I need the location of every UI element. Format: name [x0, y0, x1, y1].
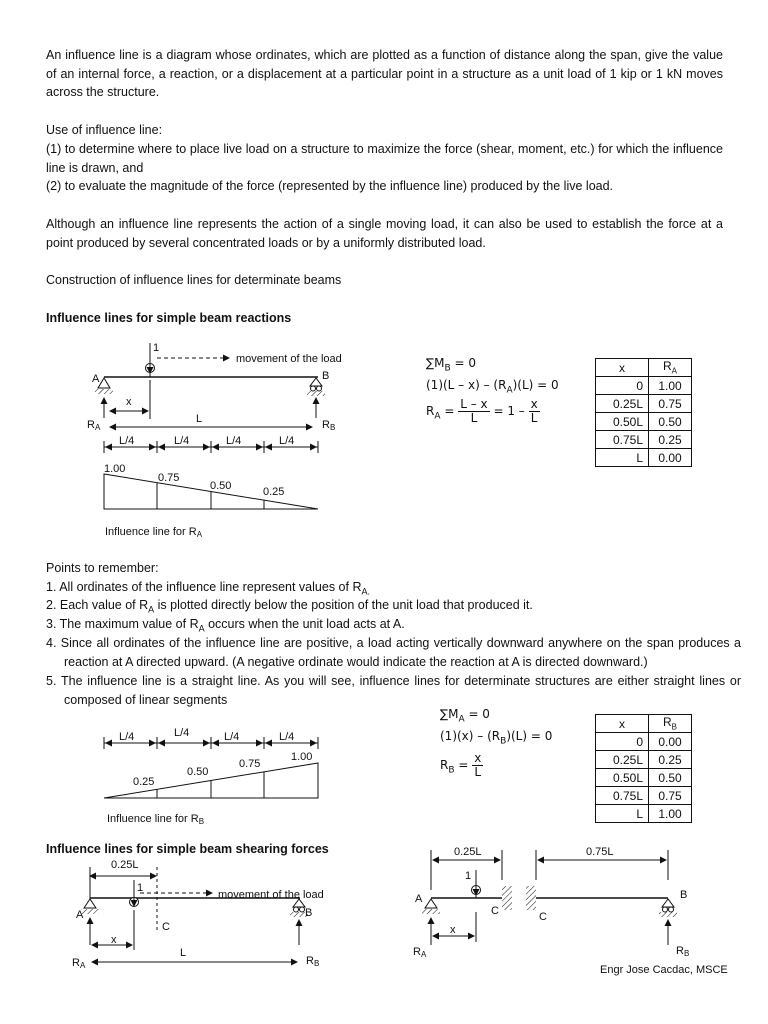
ra-label: RA: [87, 419, 101, 432]
reactions-heading: Influence lines for simple beam reactions: [46, 311, 292, 325]
shear-beam-diagram: [81, 867, 308, 962]
use-heading: Use of influence line:: [46, 123, 163, 137]
quarter-label: L/4: [174, 727, 190, 739]
load-label: 1: [465, 870, 472, 882]
caption-ra: Influence line for RA: [105, 526, 203, 539]
movement-label: movement of the load: [236, 353, 342, 365]
support-a-label: A: [76, 909, 84, 921]
support-b-label: B: [680, 889, 688, 901]
rb-label: RB: [306, 955, 320, 968]
equation-sum-mb: $\sum M_B = 0$: [426, 356, 476, 374]
point-5: 5. The influence line is a straight line. As you will see, influence lines for determinate structures are either straight lines or composed of linear segments: [46, 674, 741, 707]
table-row: 0.25L 0.25: [596, 751, 692, 769]
free-body-diagram: [422, 850, 677, 945]
pin-support-icon: [425, 899, 437, 908]
table-header-x: x: [596, 715, 649, 733]
table-header-rb: $R_B$: [649, 715, 692, 733]
equation-sum-ma: $\sum M_A = 0$: [440, 707, 490, 725]
equation-moment-a: $(1)(x) - (R_B)(L) = 0$: [440, 729, 553, 747]
span-label: L: [196, 413, 203, 425]
construction-heading: Construction of influence lines for determinate beams: [46, 273, 342, 287]
ra-label: RA: [72, 957, 86, 970]
section-c-label: C: [539, 911, 547, 923]
quarter-label: L/4: [279, 731, 295, 743]
use-item-1: (1) to determine where to place live load on a structure to maximize the force (shear, moment, etc.) for which the influence line is drawn, and: [46, 142, 723, 175]
section-c-label: C: [162, 921, 170, 933]
quarter-label: L/4: [224, 731, 240, 743]
ordinate-label: 1.00: [104, 463, 126, 475]
rb-label: RB: [676, 945, 690, 958]
point-2: 2. Each value of $R_A$ is plotted directly below the position of the unit load that produced it.: [46, 598, 533, 615]
dimension-label: 0.25L: [111, 859, 139, 871]
x-label: x: [126, 396, 132, 408]
dimension-label: 0.25L: [454, 846, 482, 858]
load-label: 1: [137, 882, 144, 894]
author-credit: Engr Jose Cacdac, MSCE: [600, 964, 728, 976]
point-4: 4. Since all ordinates of the influence line are positive, a load acting vertically downward anywhere on the span produces a reaction at A directed upward. (A negative ordinate would indicate the reaction at A is directed downward.): [46, 636, 741, 669]
influence-diagram-rb-labels: [107, 727, 312, 826]
rb-label: RB: [322, 419, 336, 432]
x-label: x: [111, 934, 117, 946]
roller-support-icon: [662, 899, 674, 907]
quarter-label: L/4: [119, 731, 135, 743]
point-3: 3. The maximum value of $R_A$ occurs when the unit load acts at A.: [46, 617, 405, 634]
points-heading: Points to remember:: [46, 561, 159, 575]
ground-hatch: [95, 389, 113, 394]
intro-paragraph: An influence line is a diagram whose ordinates, which are plotted as a function of distance along the span, give the value of an internal force, a reaction, or a displacement at a particular point in a structure as a unit load of 1 kip or 1 kN moves across the structure.: [46, 48, 723, 100]
movement-label: movement of the load: [218, 889, 324, 901]
section-c-label: C: [491, 905, 499, 917]
support-b-label: B: [305, 907, 313, 919]
quarter-label: L/4: [119, 435, 135, 447]
span-label: L: [180, 947, 187, 959]
table-row: 0.25L 0.75: [596, 395, 692, 413]
equation-ra: $R_A$ = $\frac{L - x}{L}$ = 1 – $\frac{x}{L}$: [426, 397, 538, 425]
cut-hatch: [502, 886, 512, 910]
free-body-labels: [413, 846, 689, 959]
cut-hatch: [526, 886, 536, 910]
support-b-label: B: [322, 370, 330, 382]
table-header-x: x: [596, 359, 649, 377]
use-item-2: (2) to evaluate the magnitude of the force (represented by the influence line) produced by the live load.: [46, 179, 614, 193]
ra-label: RA: [413, 946, 427, 959]
quarter-label: L/4: [174, 435, 190, 447]
quarter-label: L/4: [279, 435, 295, 447]
ordinate-label: 0.50: [210, 480, 232, 492]
support-a-label: A: [92, 373, 100, 385]
ordinate-label: 0.75: [158, 472, 180, 484]
caption-rb: Influence line for RB: [107, 813, 205, 826]
point-1: 1. All ordinates of the influence line represent values of $R_{A.}$: [46, 580, 370, 597]
equation-moment-b: $(1)(L - x) - (R_A)(L) = 0$: [426, 378, 559, 396]
x-label: x: [450, 924, 456, 936]
table-header-ra: $R_A$: [649, 359, 692, 377]
ordinate-label: 1.00: [291, 751, 313, 763]
ordinate-label: 0.50: [187, 766, 209, 778]
pin-support-icon: [98, 378, 110, 388]
table-row: 0.50L 0.50: [596, 769, 692, 787]
quarter-label: L/4: [226, 435, 242, 447]
influence-diagram-rb: [104, 737, 318, 798]
table-row: 0 1.00: [596, 377, 692, 395]
ordinate-label: 0.25: [263, 486, 285, 498]
table-row: L 1.00: [596, 805, 692, 823]
load-label: 1: [153, 342, 160, 354]
ordinate-label: 0.75: [239, 758, 261, 770]
shear-heading: Influence lines for simple beam shearing forces: [46, 842, 329, 856]
dimension-label: 0.75L: [586, 846, 614, 858]
table-row: 0 0.00: [596, 733, 692, 751]
ordinate-label: 0.25: [133, 776, 155, 788]
pin-support-icon: [84, 899, 96, 908]
table-row: 0.75L 0.75: [596, 787, 692, 805]
table-row: L 0.00: [596, 449, 692, 467]
table-row: 0.75L 0.25: [596, 431, 692, 449]
table-row: 0.50L 0.50: [596, 413, 692, 431]
although-paragraph: Although an influence line represents the action of a single moving load, it can also be used to establish the force at a point produced by several concentrated loads or by a uniformly distributed load.: [46, 217, 723, 250]
roller-support-icon: [310, 378, 322, 386]
support-a-label: A: [415, 893, 423, 905]
equation-rb: $R_B$ = $\frac{x}{L}$: [440, 751, 482, 779]
